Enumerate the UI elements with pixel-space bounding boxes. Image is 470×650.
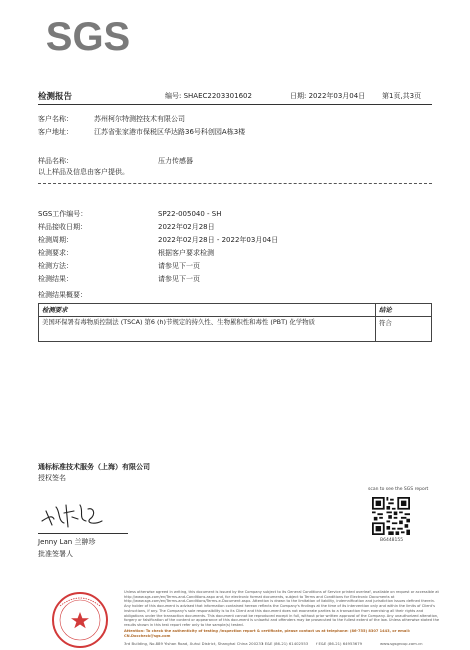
footer-website[interactable]: www.sgsgroup.com.cn [380, 641, 423, 646]
footer-address: 3rd Building, No.889 Yishan Road, Xuhui District, Shanghai China 200233 [124, 641, 264, 646]
section-divider [38, 183, 432, 184]
signature-line [38, 533, 128, 534]
authenticity-note: Attention: To check the authenticity of testing /inspection report & certificate, please contact us at telephone: (86-755) 8307 1443, or email: CN.Doccheck@sgs.com [124, 629, 411, 638]
sgs-logo-text: SGS [45, 15, 131, 59]
page-indicator: 第1页,共3页 [382, 92, 422, 100]
qr-caption: scan to see the SGS report [368, 487, 429, 492]
report-title: 检测报告 [38, 92, 73, 102]
test-period: 2022年02月28日 - 2022年03月04日 [158, 236, 279, 244]
client-name: 苏州柯尔特测控技术有限公司 [94, 115, 185, 123]
results-header-row [39, 304, 432, 317]
header-rule [38, 104, 432, 105]
test-method-label: 检测方法： [38, 262, 73, 270]
report-number: 编号: SHAEC2203301602 [165, 92, 252, 100]
report-date: 日期: 2022年03月04日 [290, 92, 366, 100]
job-number: SP22-005040 - SH [158, 210, 222, 218]
authorized-signature-label: 授权签名 [38, 474, 66, 482]
test-period-label: 检测周期： [38, 236, 73, 244]
company-seal-image [40, 588, 120, 644]
sample-name: 压力传感器 [158, 157, 193, 165]
test-result: 请参见下一页 [158, 275, 200, 283]
test-result-label: 检测结果： [38, 275, 73, 283]
test-method: 请参见下一页 [158, 262, 200, 270]
issuer-company: 通标标准技术服务（上海）有限公司 [38, 463, 150, 471]
client-name-label: 客户名称： [38, 115, 73, 123]
receive-date-label: 样品接收日期： [38, 223, 87, 231]
test-requirement: 根据客户要求检测 [158, 249, 214, 257]
test-requirement-label: 检测要求： [38, 249, 73, 257]
col-requirement: 检测要求 [39, 304, 376, 317]
job-number-label: SGS工作编号： [38, 210, 88, 218]
col-conclusion: 结论 [376, 304, 432, 317]
results-table [38, 303, 432, 342]
signer-name: Jenny Lan 兰翀珍 [38, 538, 96, 546]
table-row [39, 317, 432, 342]
summary-title: 检测结果概要： [38, 291, 87, 299]
signer-role: 批准签署人 [38, 550, 73, 558]
client-address-label: 客户地址： [38, 128, 73, 136]
sample-name-label: 样品名称： [38, 157, 73, 165]
sgs-logo [45, 14, 131, 59]
qr-code[interactable] [372, 497, 410, 535]
terms-text: Unless otherwise agreed in writing, this document is issued by the Company subject to its General Conditions of Service printed overleaf, available on request or accessible at http://www.sgs.com/en/Terms-and-Conditions.aspx and, for electronic format documents, subject to Terms and Conditions for Electronic Documents at http://www.sgs.com/en/Terms-and-Conditions/Terms-e-Document.aspx. Attention is drawn to the limitation of liability, indemnification and jurisdiction issues defined therein. Any holder of this document is advised that information contained hereon reflects the Company's findings at the time of its intervention only and within the limits of Client's instructions, if any. The Company's sole responsibility is to its Client and this document does not exonerate parties to a transaction from exercising all their rights and obligations under the transaction documents. This document cannot be reproduced except in full, without prior written approval of the Company. Any unauthorized alteration, forgery or falsification of the content or appearance of this document is unlawful and offenders may be prosecuted to the fullest extent of the law. Unless otherwise stated the results shown in this test report refer only to the sample(s) tested. [124, 590, 440, 627]
sample-note: 以上样品及信息由客户提供。 [38, 168, 129, 176]
signature-image [38, 497, 108, 533]
footer-fax: f E&E (86-21) 64953679 [316, 641, 363, 646]
footer-phone: t E&E (86-21) 61402553 [262, 641, 309, 646]
receive-date: 2022年02月28日 [158, 223, 215, 231]
qr-code-number: B6448155 [380, 538, 404, 543]
client-address: 江苏省张家港市保税区华达路36号科创园A栋3楼 [94, 128, 246, 136]
row-requirement: 美国环保署有毒物质控制法 (TSCA) 第6 (h)节规定的持久性、生物累积性和毒性 (PBT) 化学物质 [39, 317, 376, 342]
row-conclusion: 符合 [376, 317, 432, 342]
